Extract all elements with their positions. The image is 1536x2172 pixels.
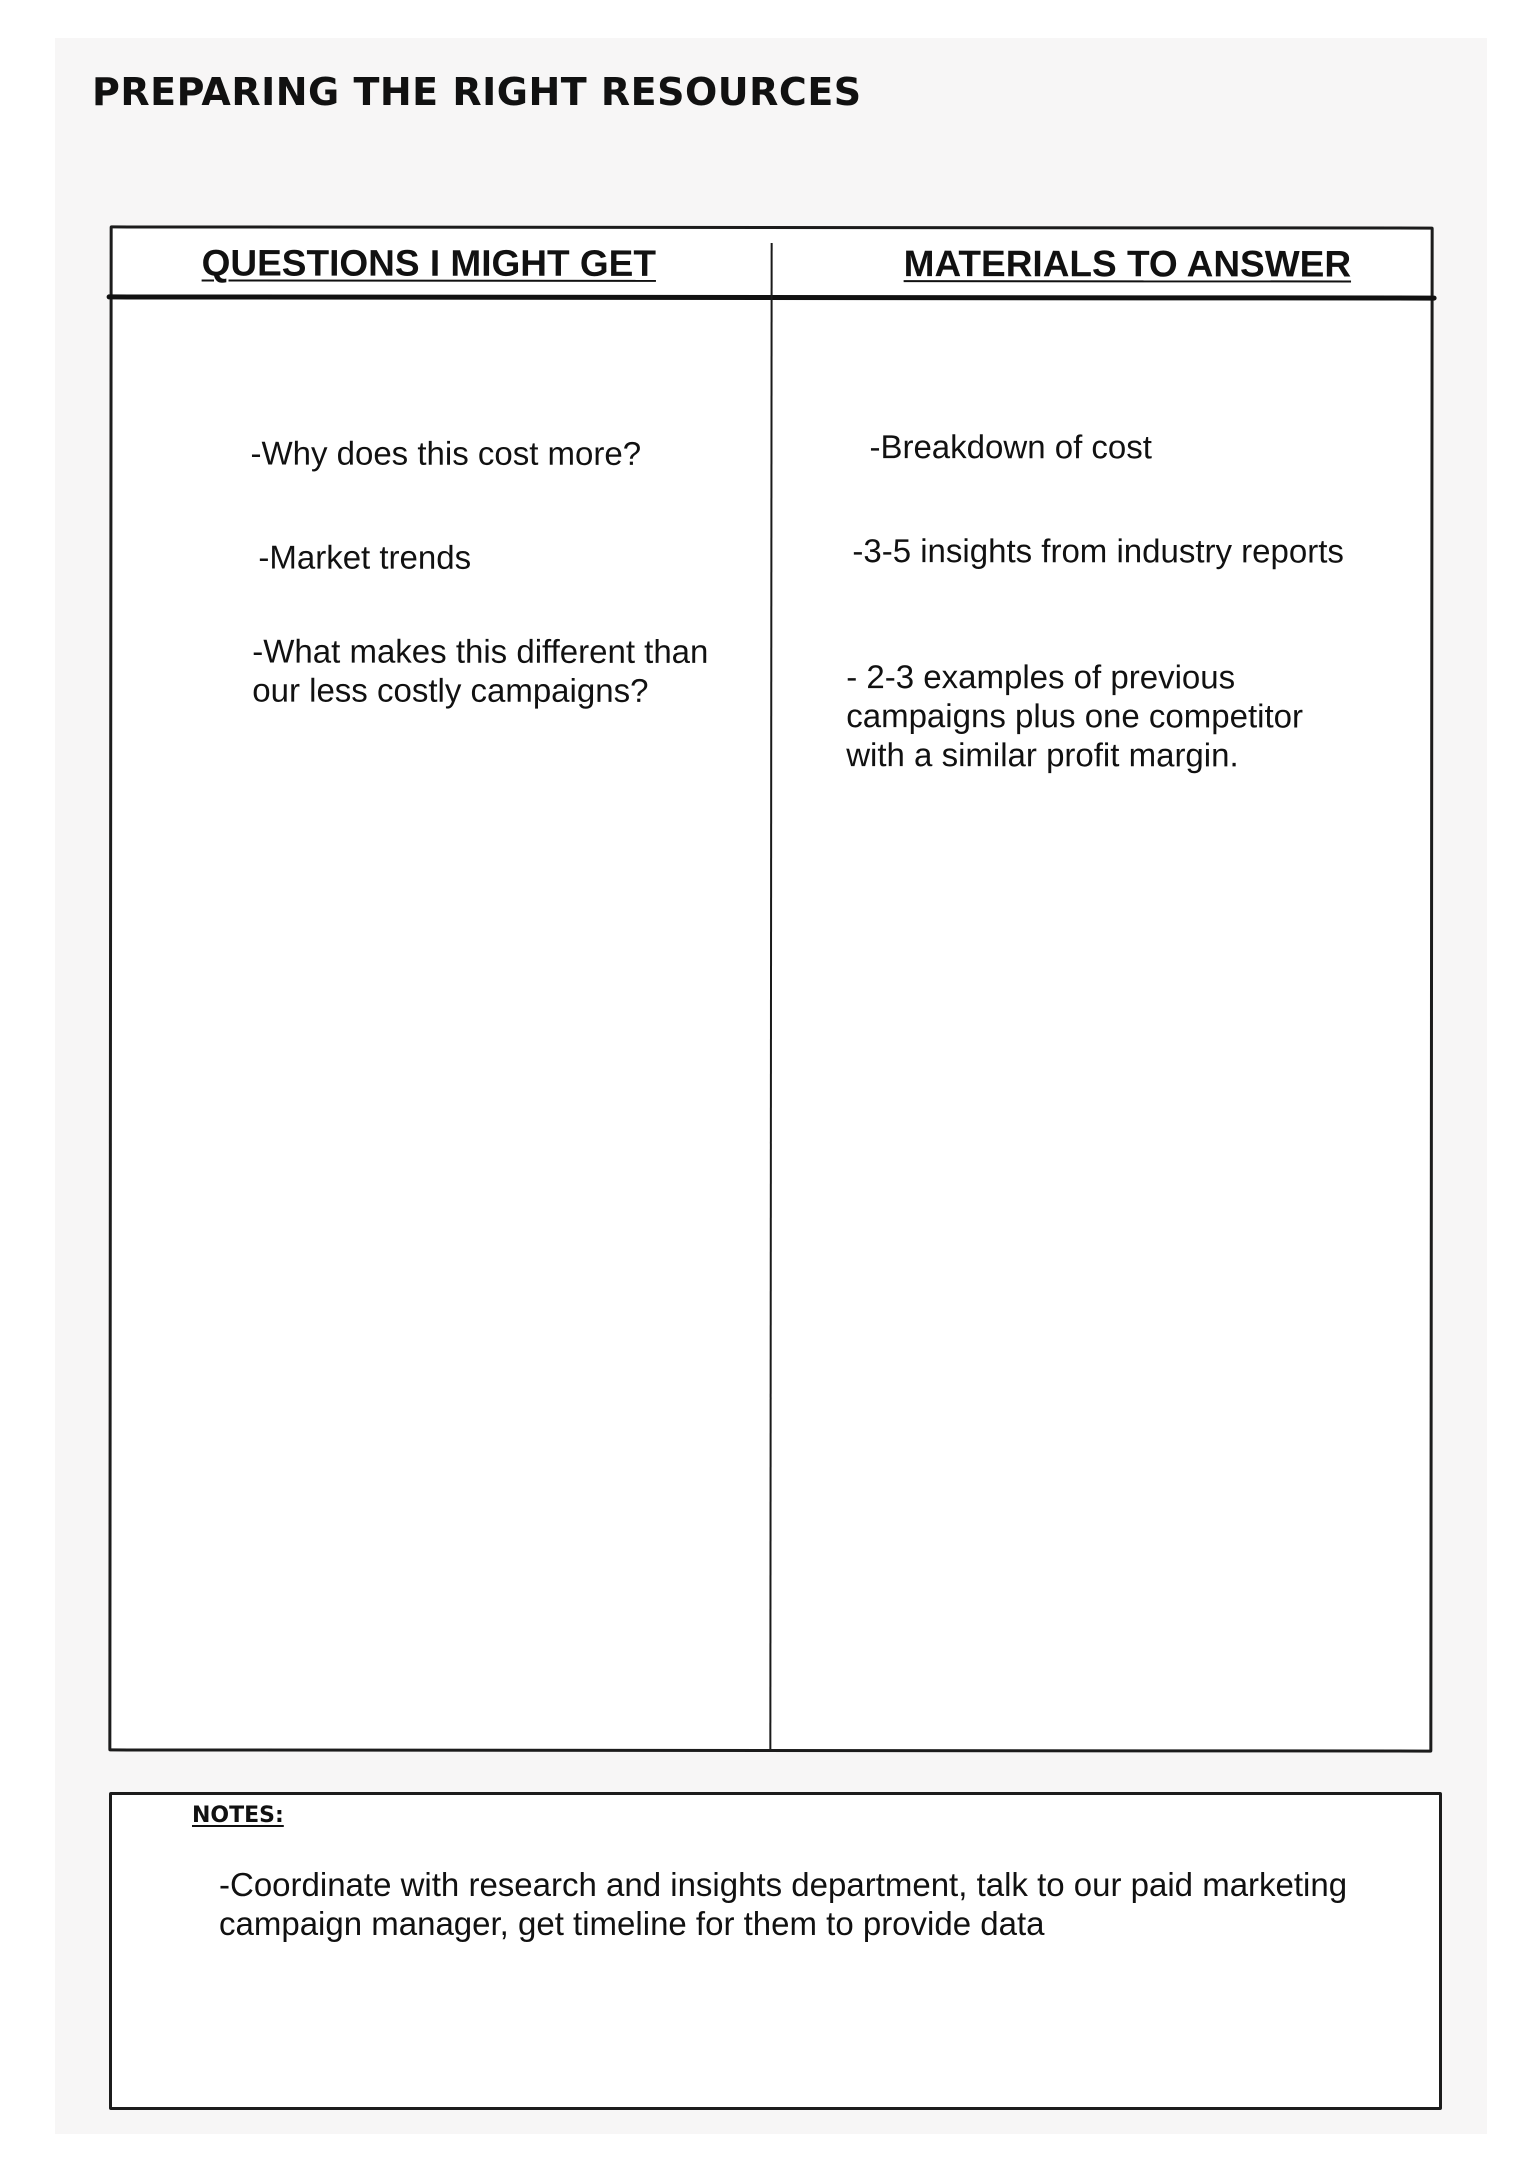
notes-text: -Coordinate with research and insights department, talk to our paid marketing campaign manager, get timeline for them to provide data: [219, 1866, 1348, 1942]
resources-table: [108, 225, 1433, 1752]
notes-label: NOTES:: [192, 1803, 284, 1828]
material-item: -Breakdown of cost: [869, 428, 1152, 466]
material-item: -3-5 insights from industry reports: [852, 532, 1344, 570]
column-divider: [769, 243, 772, 1749]
page-title: PREPARING THE RIGHT RESOURCES: [92, 70, 862, 114]
question-item: -Market trends: [258, 538, 472, 576]
questions-column-header: QUESTIONS I MIGHT GET: [201, 242, 656, 284]
material-item: - 2-3 examples of previous campaigns plus one competitor with a similar profit margin.: [846, 658, 1304, 774]
question-item: -What makes this different than our less costly campaigns?: [252, 632, 709, 709]
question-item: -Why does this cost more?: [250, 434, 642, 472]
notes-box: [109, 1792, 1442, 2110]
materials-column-header: MATERIALS TO ANSWER: [903, 243, 1352, 285]
